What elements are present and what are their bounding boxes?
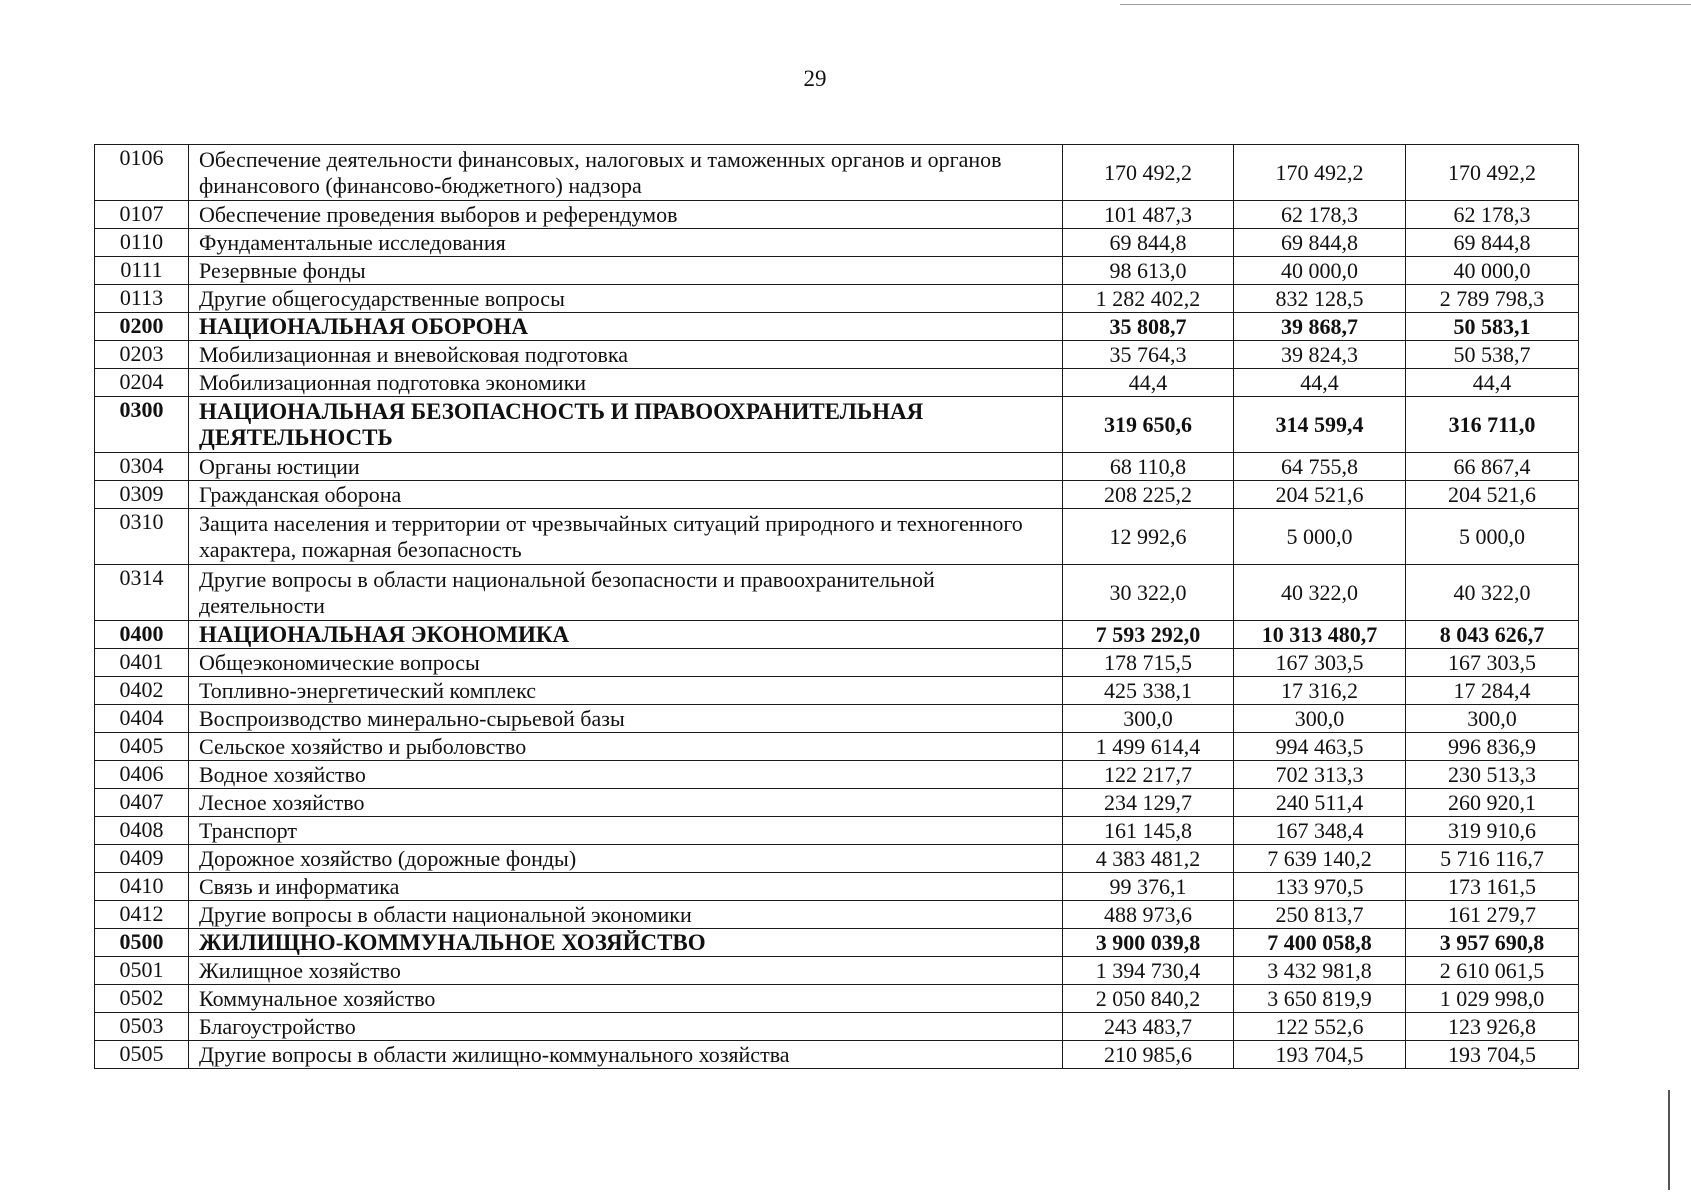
value-cell-2: 250 813,7 <box>1234 901 1406 929</box>
value-cell-1: 319 650,6 <box>1063 397 1234 453</box>
value-cell-2: 40 322,0 <box>1234 565 1406 621</box>
value-cell-1: 300,0 <box>1063 705 1234 733</box>
value-cell-3: 230 513,3 <box>1406 761 1579 789</box>
name-cell: Мобилизационная и вневойсковая подготовка <box>189 341 1063 369</box>
value-cell-3: 170 492,2 <box>1406 145 1579 201</box>
value-cell-1: 210 985,6 <box>1063 1041 1234 1069</box>
code-cell: 0111 <box>95 257 189 285</box>
value-cell-1: 170 492,2 <box>1063 145 1234 201</box>
value-cell-3: 123 926,8 <box>1406 1013 1579 1041</box>
name-cell: Фундаментальные исследования <box>189 229 1063 257</box>
value-cell-2: 39 824,3 <box>1234 341 1406 369</box>
value-cell-2: 133 970,5 <box>1234 873 1406 901</box>
table-row <box>95 845 1579 873</box>
value-cell-3: 66 867,4 <box>1406 453 1579 481</box>
code-cell: 0404 <box>95 705 189 733</box>
name-cell: ЖИЛИЩНО-КОММУНАЛЬНОЕ ХОЗЯЙСТВО <box>189 929 1063 957</box>
value-cell-2: 167 303,5 <box>1234 649 1406 677</box>
code-cell: 0505 <box>95 1041 189 1069</box>
code-cell: 0502 <box>95 985 189 1013</box>
value-cell-2: 832 128,5 <box>1234 285 1406 313</box>
value-cell-2: 44,4 <box>1234 369 1406 397</box>
table-row <box>95 369 1579 397</box>
value-cell-2: 39 868,7 <box>1234 313 1406 341</box>
code-cell: 0310 <box>95 509 189 565</box>
code-cell: 0407 <box>95 789 189 817</box>
budget-table <box>94 144 1579 1069</box>
value-cell-3: 2 789 798,3 <box>1406 285 1579 313</box>
name-cell: Другие вопросы в области национальной безопасности и правоохранительной деятельности <box>189 565 1063 621</box>
value-cell-1: 3 900 039,8 <box>1063 929 1234 957</box>
value-cell-2: 3 432 981,8 <box>1234 957 1406 985</box>
code-cell: 0402 <box>95 677 189 705</box>
table-row <box>95 705 1579 733</box>
code-cell: 0300 <box>95 397 189 453</box>
value-cell-2: 69 844,8 <box>1234 229 1406 257</box>
table-row <box>95 285 1579 313</box>
table-row <box>95 565 1579 621</box>
value-cell-3: 2 610 061,5 <box>1406 957 1579 985</box>
value-cell-3: 40 000,0 <box>1406 257 1579 285</box>
value-cell-3: 50 538,7 <box>1406 341 1579 369</box>
table-row <box>95 341 1579 369</box>
code-cell: 0113 <box>95 285 189 313</box>
value-cell-1: 68 110,8 <box>1063 453 1234 481</box>
value-cell-2: 3 650 819,9 <box>1234 985 1406 1013</box>
page-number: 29 <box>803 66 827 91</box>
value-cell-1: 30 322,0 <box>1063 565 1234 621</box>
code-cell: 0200 <box>95 313 189 341</box>
value-cell-3: 316 711,0 <box>1406 397 1579 453</box>
name-cell: Органы юстиции <box>189 453 1063 481</box>
code-cell: 0401 <box>95 649 189 677</box>
value-cell-2: 702 313,3 <box>1234 761 1406 789</box>
value-cell-2: 314 599,4 <box>1234 397 1406 453</box>
value-cell-2: 5 000,0 <box>1234 509 1406 565</box>
value-cell-1: 1 282 402,2 <box>1063 285 1234 313</box>
value-cell-3: 3 957 690,8 <box>1406 929 1579 957</box>
table-row <box>95 453 1579 481</box>
value-cell-1: 488 973,6 <box>1063 901 1234 929</box>
value-cell-1: 44,4 <box>1063 369 1234 397</box>
value-cell-3: 260 920,1 <box>1406 789 1579 817</box>
name-cell: Связь и информатика <box>189 873 1063 901</box>
code-cell: 0500 <box>95 929 189 957</box>
value-cell-2: 40 000,0 <box>1234 257 1406 285</box>
table-row <box>95 257 1579 285</box>
value-cell-1: 4 383 481,2 <box>1063 845 1234 873</box>
code-cell: 0314 <box>95 565 189 621</box>
value-cell-3: 17 284,4 <box>1406 677 1579 705</box>
name-cell: Другие вопросы в области национальной экономики <box>189 901 1063 929</box>
code-cell: 0400 <box>95 621 189 649</box>
value-cell-2: 17 316,2 <box>1234 677 1406 705</box>
code-cell: 0406 <box>95 761 189 789</box>
value-cell-1: 35 764,3 <box>1063 341 1234 369</box>
table-row <box>95 481 1579 509</box>
value-cell-3: 996 836,9 <box>1406 733 1579 761</box>
table-row <box>95 229 1579 257</box>
code-cell: 0203 <box>95 341 189 369</box>
name-cell: Жилищное хозяйство <box>189 957 1063 985</box>
value-cell-1: 69 844,8 <box>1063 229 1234 257</box>
scan-artifact-line <box>1120 4 1691 5</box>
value-cell-1: 1 499 614,4 <box>1063 733 1234 761</box>
section-row <box>95 397 1579 453</box>
value-cell-2: 10 313 480,7 <box>1234 621 1406 649</box>
section-row <box>95 929 1579 957</box>
table-row <box>95 201 1579 229</box>
value-cell-2: 62 178,3 <box>1234 201 1406 229</box>
name-cell: Лесное хозяйство <box>189 789 1063 817</box>
name-cell: Топливно-энергетический комплекс <box>189 677 1063 705</box>
name-cell: Защита населения и территории от чрезвычайных ситуаций природного и техногенного характера, пожарная безопасность <box>189 509 1063 565</box>
value-cell-1: 122 217,7 <box>1063 761 1234 789</box>
table-row <box>95 957 1579 985</box>
table-row <box>95 873 1579 901</box>
code-cell: 0412 <box>95 901 189 929</box>
value-cell-2: 122 552,6 <box>1234 1013 1406 1041</box>
value-cell-2: 240 511,4 <box>1234 789 1406 817</box>
value-cell-3: 40 322,0 <box>1406 565 1579 621</box>
value-cell-3: 204 521,6 <box>1406 481 1579 509</box>
code-cell: 0408 <box>95 817 189 845</box>
value-cell-1: 101 487,3 <box>1063 201 1234 229</box>
table-body <box>95 145 1579 1069</box>
value-cell-3: 319 910,6 <box>1406 817 1579 845</box>
code-cell: 0106 <box>95 145 189 201</box>
name-cell: Воспроизводство минерально-сырьевой базы <box>189 705 1063 733</box>
value-cell-1: 243 483,7 <box>1063 1013 1234 1041</box>
name-cell: Резервные фонды <box>189 257 1063 285</box>
value-cell-1: 425 338,1 <box>1063 677 1234 705</box>
value-cell-2: 7 639 140,2 <box>1234 845 1406 873</box>
value-cell-3: 1 029 998,0 <box>1406 985 1579 1013</box>
table-row <box>95 649 1579 677</box>
table-row <box>95 761 1579 789</box>
value-cell-3: 69 844,8 <box>1406 229 1579 257</box>
value-cell-1: 7 593 292,0 <box>1063 621 1234 649</box>
value-cell-3: 5 716 116,7 <box>1406 845 1579 873</box>
value-cell-3: 8 043 626,7 <box>1406 621 1579 649</box>
value-cell-3: 193 704,5 <box>1406 1041 1579 1069</box>
table-row <box>95 985 1579 1013</box>
value-cell-2: 7 400 058,8 <box>1234 929 1406 957</box>
name-cell: Коммунальное хозяйство <box>189 985 1063 1013</box>
code-cell: 0409 <box>95 845 189 873</box>
value-cell-3: 5 000,0 <box>1406 509 1579 565</box>
code-cell: 0501 <box>95 957 189 985</box>
name-cell: Благоустройство <box>189 1013 1063 1041</box>
value-cell-1: 98 613,0 <box>1063 257 1234 285</box>
value-cell-3: 44,4 <box>1406 369 1579 397</box>
name-cell: НАЦИОНАЛЬНАЯ БЕЗОПАСНОСТЬ И ПРАВООХРАНИТЕЛЬНАЯ ДЕЯТЕЛЬНОСТЬ <box>189 397 1063 453</box>
table-row <box>95 817 1579 845</box>
value-cell-1: 161 145,8 <box>1063 817 1234 845</box>
code-cell: 0309 <box>95 481 189 509</box>
code-cell: 0304 <box>95 453 189 481</box>
code-cell: 0204 <box>95 369 189 397</box>
value-cell-1: 2 050 840,2 <box>1063 985 1234 1013</box>
value-cell-1: 99 376,1 <box>1063 873 1234 901</box>
value-cell-3: 300,0 <box>1406 705 1579 733</box>
value-cell-1: 208 225,2 <box>1063 481 1234 509</box>
code-cell: 0503 <box>95 1013 189 1041</box>
table-row <box>95 901 1579 929</box>
value-cell-2: 994 463,5 <box>1234 733 1406 761</box>
scan-artifact-mark <box>1668 1090 1670 1190</box>
value-cell-1: 12 992,6 <box>1063 509 1234 565</box>
value-cell-2: 300,0 <box>1234 705 1406 733</box>
name-cell: Общеэкономические вопросы <box>189 649 1063 677</box>
value-cell-1: 35 808,7 <box>1063 313 1234 341</box>
name-cell: Другие вопросы в области жилищно-коммунального хозяйства <box>189 1041 1063 1069</box>
name-cell: Сельское хозяйство и рыболовство <box>189 733 1063 761</box>
section-row <box>95 621 1579 649</box>
value-cell-1: 234 129,7 <box>1063 789 1234 817</box>
name-cell: Другие общегосударственные вопросы <box>189 285 1063 313</box>
name-cell: Обеспечение проведения выборов и референдумов <box>189 201 1063 229</box>
name-cell: НАЦИОНАЛЬНАЯ ОБОРОНА <box>189 313 1063 341</box>
code-cell: 0110 <box>95 229 189 257</box>
table-row <box>95 733 1579 761</box>
value-cell-2: 193 704,5 <box>1234 1041 1406 1069</box>
value-cell-2: 204 521,6 <box>1234 481 1406 509</box>
name-cell: Гражданская оборона <box>189 481 1063 509</box>
value-cell-1: 1 394 730,4 <box>1063 957 1234 985</box>
table-row <box>95 677 1579 705</box>
name-cell: Дорожное хозяйство (дорожные фонды) <box>189 845 1063 873</box>
name-cell: Водное хозяйство <box>189 761 1063 789</box>
value-cell-3: 167 303,5 <box>1406 649 1579 677</box>
code-cell: 0410 <box>95 873 189 901</box>
value-cell-3: 62 178,3 <box>1406 201 1579 229</box>
value-cell-1: 178 715,5 <box>1063 649 1234 677</box>
table-row <box>95 1041 1579 1069</box>
table-row <box>95 145 1579 201</box>
section-row <box>95 313 1579 341</box>
name-cell: НАЦИОНАЛЬНАЯ ЭКОНОМИКА <box>189 621 1063 649</box>
name-cell: Обеспечение деятельности финансовых, налоговых и таможенных органов и органов финансового (финансово-бюджетного) надзора <box>189 145 1063 201</box>
code-cell: 0405 <box>95 733 189 761</box>
value-cell-2: 64 755,8 <box>1234 453 1406 481</box>
value-cell-3: 50 583,1 <box>1406 313 1579 341</box>
value-cell-2: 170 492,2 <box>1234 145 1406 201</box>
value-cell-3: 161 279,7 <box>1406 901 1579 929</box>
name-cell: Транспорт <box>189 817 1063 845</box>
table-row <box>95 1013 1579 1041</box>
table-row <box>95 789 1579 817</box>
value-cell-3: 173 161,5 <box>1406 873 1579 901</box>
code-cell: 0107 <box>95 201 189 229</box>
name-cell: Мобилизационная подготовка экономики <box>189 369 1063 397</box>
value-cell-2: 167 348,4 <box>1234 817 1406 845</box>
table-row <box>95 509 1579 565</box>
